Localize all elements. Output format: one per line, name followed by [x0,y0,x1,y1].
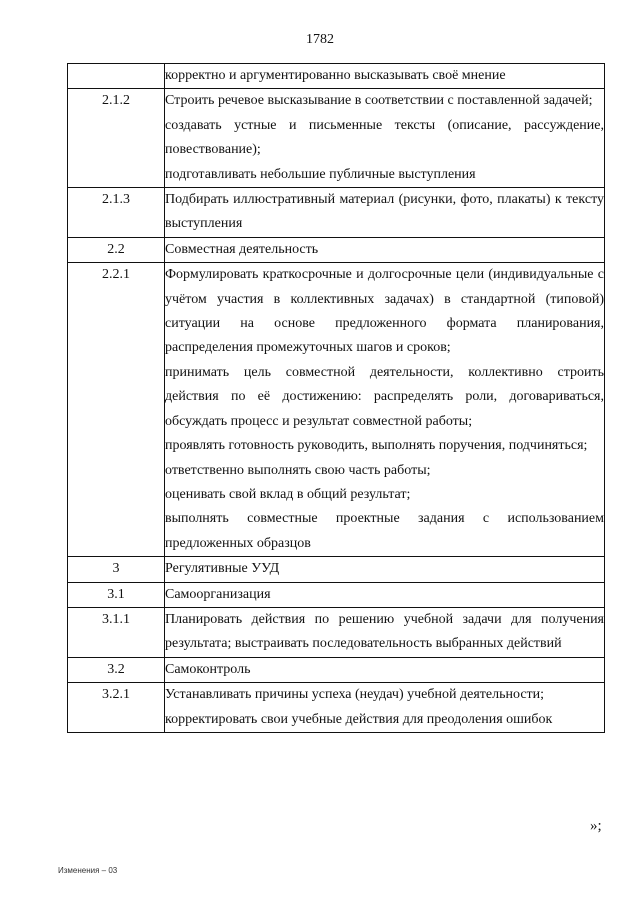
row-number: 2.1.2 [68,89,165,188]
row-number [68,64,165,89]
row-text [165,263,605,557]
row-text-line: Самоорганизация [165,586,271,602]
row-text-line: принимать цель совместной деятельности, коллективно строить действия по её достижению: распределять роли, договариваться, обсуждать процесс и результат совместной работы; [165,364,604,429]
table-row [68,582,605,607]
table-row [68,683,605,733]
row-text-line: создавать устные и письменные тексты (описание, рассуждение, повествование); [165,117,604,158]
row-text-line: Планировать действия по решению учебной задачи для получения результата; выстраивать последовательность выбранных действий [165,611,604,652]
row-text-line: Формулировать краткосрочные и долгосрочные цели (индивидуальные с учётом участия в коллективных задачах) в стандартной (типовой) ситуации на основе предложенного формата планирования, распределения промежуточных шагов и сроков; [165,267,604,356]
row-text-line: выполнять совместные проектные задания с использованием предложенных образцов [165,511,604,551]
row-number: 3.2 [68,657,165,682]
row-text-line: ответственно выполнять свою часть работы; [165,462,431,478]
row-text-line: подготавливать небольшие публичные выступления [165,166,476,182]
row-text-line: оценивать свой вклад в общий результат; [165,486,411,502]
row-text-line: Устанавливать причины успеха (неудач) учебной деятельности; [165,687,545,703]
row-text-line: корректировать свои учебные действия для преодоления ошибок [165,711,553,727]
row-text [165,582,605,607]
row-number: 3.1 [68,582,165,607]
table-row [68,657,605,682]
table-row [68,557,605,582]
row-text-line: корректно и аргументированно высказывать своё мнение [165,68,506,83]
row-text [165,557,605,582]
row-number: 2.1.3 [68,188,165,238]
closing-quote: »; [590,818,602,834]
row-number: 2.2.1 [68,263,165,557]
row-text-line: Самоконтроль [165,661,251,677]
row-text-line: проявлять готовность руководить, выполнять поручения, подчиняться; [165,438,588,454]
table-row [68,607,605,657]
row-text-line: Подбирать иллюстративный материал (рисунки, фото, плакаты) к тексту выступления [165,192,604,232]
row-text-line: Совместная деятельность [165,241,319,257]
competency-table [67,63,605,733]
table-row [68,64,605,89]
row-text-line: Строить речевое высказывание в соответствии с поставленной задачей; [165,93,593,109]
row-text [165,64,605,89]
row-number: 2.2 [68,237,165,262]
row-text [165,683,605,733]
row-number: 3 [68,557,165,582]
row-text [165,237,605,262]
table-row [68,237,605,262]
row-text [165,657,605,682]
row-number: 3.2.1 [68,683,165,733]
table-row [68,188,605,238]
row-text [165,607,605,657]
row-text [165,89,605,188]
table-body [68,64,605,733]
row-text [165,188,605,238]
footer-revision: Изменения – 03 [58,866,118,875]
page-number: 1782 [306,32,334,47]
table-row [68,89,605,188]
table-row [68,263,605,557]
row-text-line: Регулятивные УУД [165,561,280,577]
row-number: 3.1.1 [68,607,165,657]
